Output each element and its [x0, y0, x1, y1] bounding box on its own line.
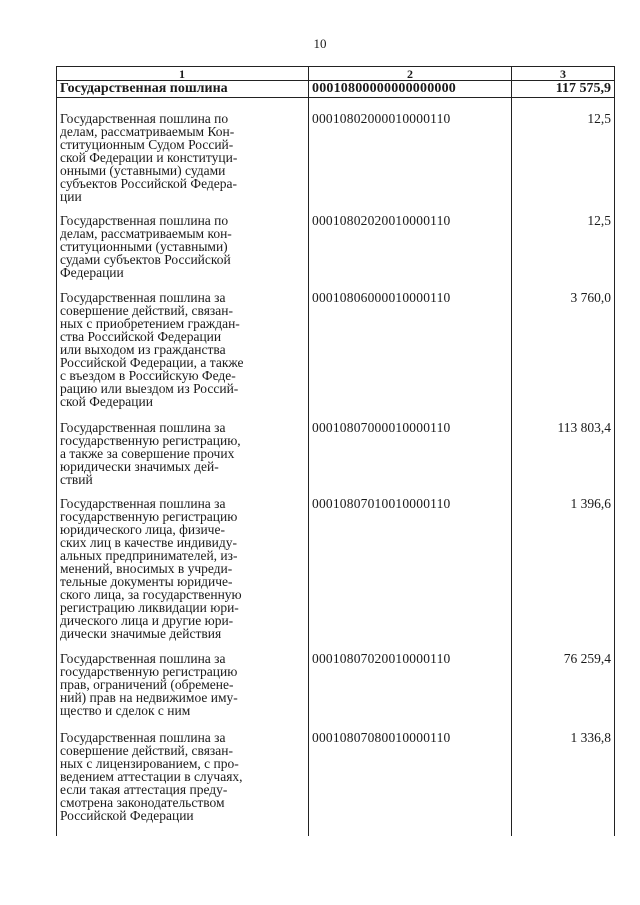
text-line: дического лица и другие юри- [60, 613, 234, 628]
text-line: ской Федерации и конституци- [60, 150, 238, 165]
row-7-amount: 1 336,8 [570, 730, 611, 745]
text-line: тельные документы юридиче- [60, 574, 233, 589]
text-line: Государственная пошлина за [60, 651, 226, 666]
row-3-amount: 3 760,0 [570, 290, 611, 305]
row-5-amount: 1 396,6 [570, 496, 611, 511]
table-border-right [614, 66, 615, 836]
text-line: государственную регистрацию [60, 664, 238, 679]
row-6-code: 00010807020010000110 [312, 651, 451, 666]
text-line: дически значимые действия [60, 626, 222, 641]
text-line: Государственная пошлина за [60, 730, 226, 745]
text-line: субъектов Российской Федера- [60, 176, 237, 191]
text-line: государственную регистрацию [60, 509, 238, 524]
text-line: делам, рассматриваемым Кон- [60, 124, 235, 139]
text-line: а также за совершение прочих [60, 446, 235, 461]
row-4-name [60, 421, 272, 486]
text-line: с въездом в Российскую Феде- [60, 368, 236, 383]
text-line: ных с приобретением граждан- [60, 316, 240, 331]
text-line: ции [60, 189, 82, 204]
text-line: Государственная пошлина за [60, 420, 226, 435]
column-divider-2 [511, 66, 512, 836]
text-line: онными (уставными) судами [60, 163, 226, 178]
text-line: юридического лица, физиче- [60, 522, 225, 537]
text-line: Российской Федерации, а также [60, 355, 244, 370]
text-line: рацию или выездом из Россий- [60, 381, 239, 396]
text-line: или выходом из гражданства [60, 342, 226, 357]
row-2-name [60, 214, 272, 279]
text-line: ской Федерации [60, 394, 153, 409]
text-line: Государственная пошлина по [60, 213, 229, 228]
revenue-table [56, 66, 615, 836]
row-7-code: 00010807080010000110 [312, 730, 451, 745]
text-line: ства Российской Федерации [60, 329, 222, 344]
text-line: менений, вносимых в учреди- [60, 561, 233, 576]
page-number: 10 [313, 36, 327, 51]
text-line: ствий [60, 472, 93, 487]
text-line: ского лица, за государственную [60, 587, 242, 602]
row-3-name [60, 291, 272, 408]
text-line: смотрена законодательством [60, 795, 225, 810]
text-line: ний) прав на недвижимое иму- [60, 690, 238, 705]
text-line: ституционным Судом Россий- [60, 137, 234, 152]
text-line: совершение действий, связан- [60, 743, 233, 758]
row-6-amount: 76 259,4 [563, 651, 611, 666]
text-line: альных предпринимателей, из- [60, 548, 238, 563]
text-line: Российской Федерации [60, 808, 194, 823]
row-1-code: 00010802000010000110 [312, 111, 451, 126]
row-1-name [60, 112, 272, 203]
text-line: Государственная пошлина за [60, 290, 226, 305]
row-4-code: 00010807000010000110 [312, 420, 451, 435]
text-line: ституционными (уставными) [60, 239, 228, 254]
text-line: ных с лицензированием, с про- [60, 756, 239, 771]
text-line: регистрацию ликвидации юри- [60, 600, 239, 615]
row-1-amount: 12,5 [587, 111, 611, 126]
text-line: совершение действий, связан- [60, 303, 233, 318]
text-line: Государственная пошлина за [60, 496, 226, 511]
text-line: если такая аттестация преду- [60, 782, 228, 797]
row-2-amount: 12,5 [587, 213, 611, 228]
text-line: делам, рассматриваемым кон- [60, 226, 232, 241]
text-line: прав, ограничений (обремене- [60, 677, 234, 692]
row-5-name [60, 497, 272, 640]
column-header-3: 3 [560, 67, 566, 81]
table-border-left [56, 66, 57, 836]
summary-code: 00010800000000000000 [312, 81, 456, 96]
summary-name: Государственная пошлина [60, 81, 228, 96]
column-header-1: 1 [179, 67, 185, 81]
column-header-2: 2 [407, 67, 413, 81]
text-line: ведением аттестации в случаях, [60, 769, 243, 784]
text-line: юридически значимых дей- [60, 459, 219, 474]
row-2-code: 00010802020010000110 [312, 213, 451, 228]
text-line: ских лиц в качестве индивиду- [60, 535, 237, 550]
row-6-name [60, 652, 272, 717]
text-line: Федерации [60, 265, 124, 280]
row-7-name [60, 731, 272, 822]
text-line: судами субъектов Российской [60, 252, 231, 267]
row-3-code: 00010806000010000110 [312, 290, 451, 305]
summary-amount: 117 575,9 [555, 81, 611, 96]
column-divider-1 [308, 66, 309, 836]
text-line: государственную регистрацию, [60, 433, 241, 448]
summary-divider [56, 97, 615, 98]
text-line: Государственная пошлина по [60, 111, 229, 126]
text-line: щество и сделок с ним [60, 703, 191, 718]
row-4-amount: 113 803,4 [557, 420, 611, 435]
row-5-code: 00010807010010000110 [312, 496, 451, 511]
